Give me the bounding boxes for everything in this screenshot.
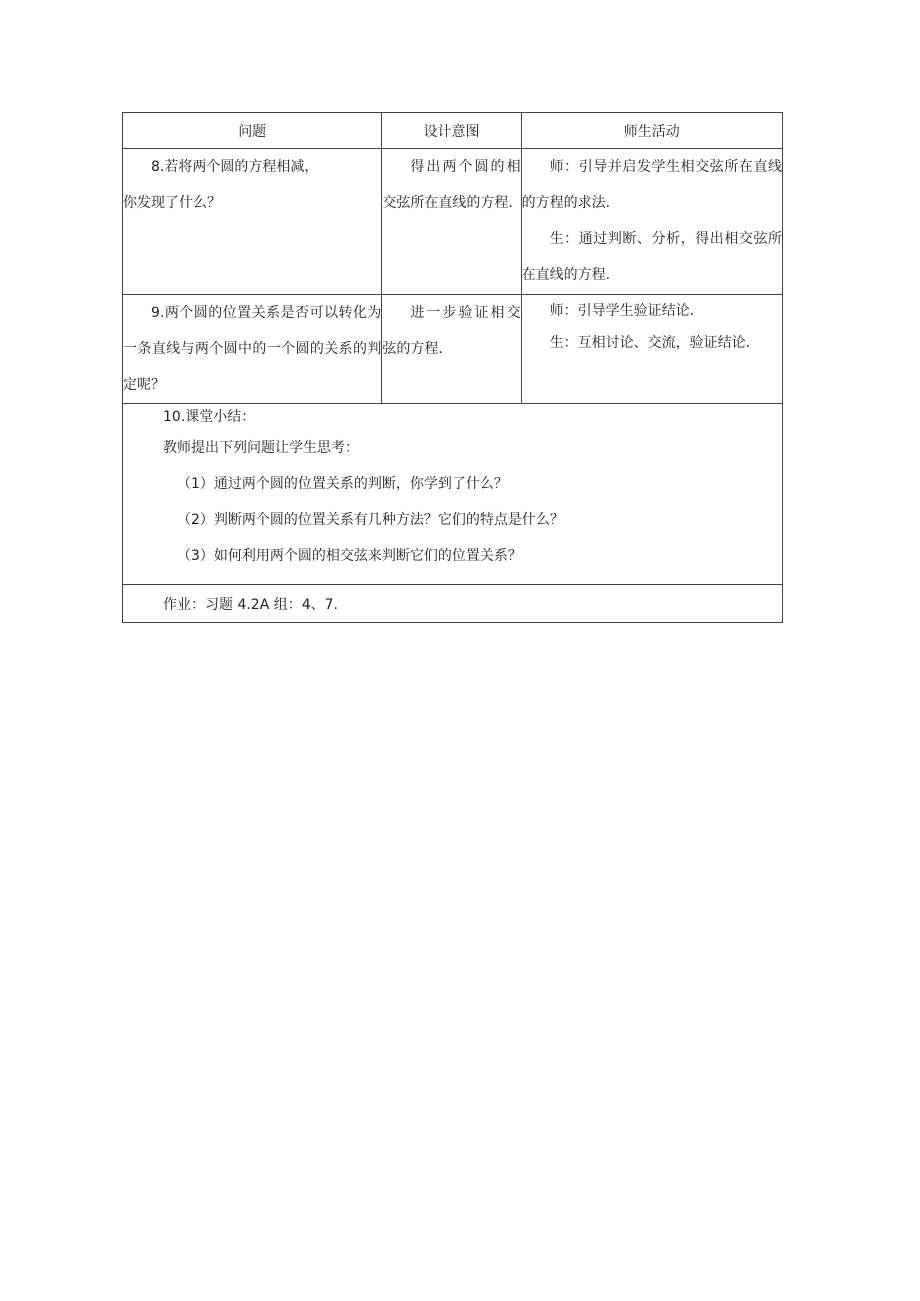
teacher-activity-text: 师：引导并启发学生相交弦所在直线的方程的求法. [521, 159, 782, 211]
question-cell [123, 149, 382, 295]
intent-cell [382, 295, 521, 404]
intent-text: 进一步验证相交弦的方程. [382, 305, 521, 357]
header-question: 问题 [123, 113, 382, 149]
intent-cell [382, 149, 521, 295]
activity-cell [521, 295, 782, 404]
table-row [123, 295, 783, 404]
header-design-intent: 设计意图 [382, 113, 521, 149]
homework-row [123, 585, 783, 623]
summary-item: （2）判断两个圆的位置关系有几种方法？它们的特点是什么？ [177, 512, 564, 528]
summary-title: 10.课堂小结： [163, 409, 256, 425]
teacher-activity-text: 师：引导学生验证结论. [549, 303, 695, 319]
lesson-table [122, 112, 783, 623]
table-header-row [123, 113, 783, 149]
student-activity-text: 生：互相讨论、交流，验证结论. [549, 335, 751, 351]
question-cell [123, 295, 382, 404]
summary-item: （3）如何利用两个圆的相交弦来判断它们的位置关系？ [177, 548, 522, 564]
student-activity-text: 生：通过判断、分析，得出相交弦所在直线的方程. [521, 231, 782, 283]
question-text: 8.若将两个圆的方程相减， [151, 159, 319, 175]
intent-text: 得出两个圆的相交弦所在直线的方程. [382, 159, 521, 211]
question-text: 9.两个圆的位置关系是否可以转化为一条直线与两个圆中的一个圆的关系的判定呢？ [123, 305, 382, 393]
summary-row [123, 404, 783, 585]
summary-cell [123, 404, 783, 585]
summary-intro: 教师提出下列问题让学生思考： [163, 440, 359, 456]
homework-cell: 作业：习题 4.2A 组：4、7. [123, 585, 783, 623]
summary-item: （1）通过两个圆的位置关系的判断，你学到了什么？ [177, 476, 508, 492]
activity-cell [521, 149, 782, 295]
table-row [123, 149, 783, 295]
question-text: 你发现了什么？ [123, 195, 221, 211]
header-teacher-student-activity: 师生活动 [521, 113, 782, 149]
